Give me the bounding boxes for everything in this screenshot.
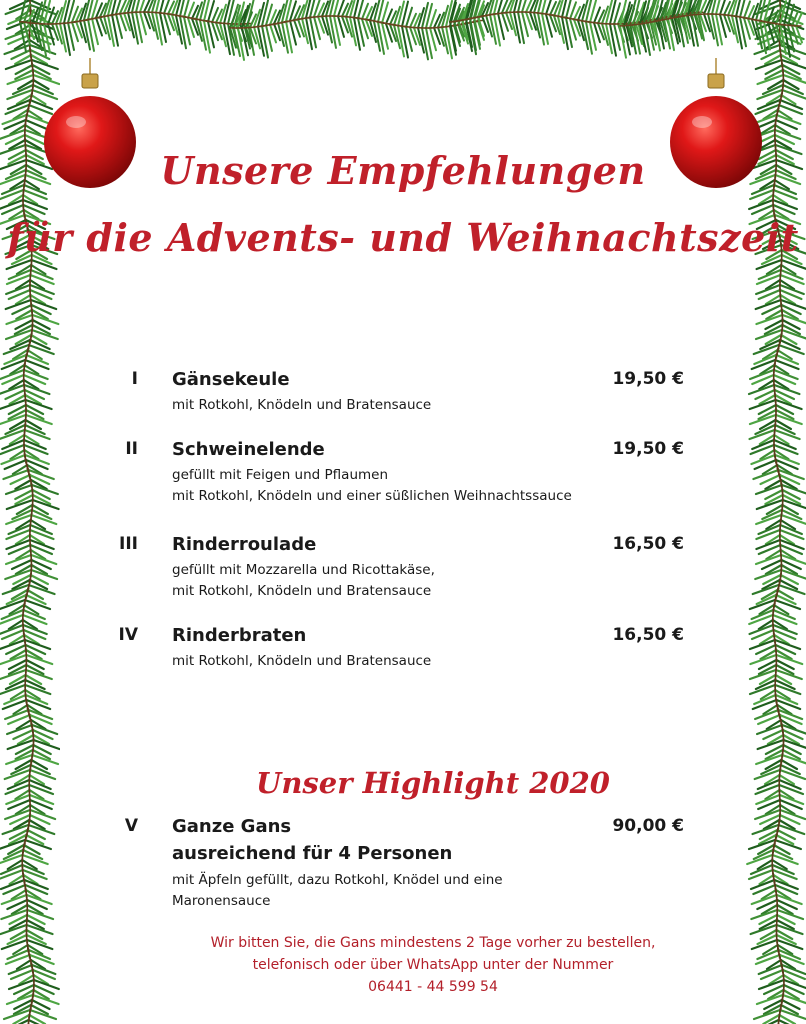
dish-price: 90,00 € (612, 816, 684, 836)
menu-title-line-2: für die Advents- und Weihnachtszeit (7, 215, 799, 260)
dish-description (172, 395, 431, 416)
dish-number: III (119, 534, 138, 554)
dish-number: V (124, 816, 138, 836)
dish-description (172, 870, 503, 912)
dish-description (172, 651, 431, 672)
order-note (0, 932, 806, 998)
dish-price: 19,50 € (612, 369, 684, 389)
order-note-line: telefonisch oder über WhatsApp unter der Nummer (252, 957, 614, 973)
dish-name: Rinderroulade (172, 534, 317, 555)
menu-title-line-1: Unsere Empfehlungen (160, 148, 646, 193)
dish-description (172, 560, 435, 602)
dish-description-line: mit Rotkohl, Knödeln und Bratensauce (172, 397, 432, 413)
dish-description-line: mit Rotkohl, Knödeln und Bratensauce (172, 583, 432, 599)
dish-number: I (131, 369, 138, 389)
dish-description-line: mit Äpfeln gefüllt, dazu Rotkohl, Knödel und eine (172, 872, 503, 888)
dish-number: II (125, 439, 138, 459)
highlight-heading: Unser Highlight 2020 (256, 766, 610, 801)
dish-description-line: mit Rotkohl, Knödeln und einer süßlichen Weihnachtssauce (172, 488, 572, 504)
phone-number: 06441 - 44 599 54 (368, 979, 498, 995)
dish-name: Gänsekeule (172, 369, 290, 390)
dish-name: Ganze Gans (172, 816, 292, 837)
dish-description-line: gefüllt mit Mozzarella und Ricottakäse, (172, 562, 435, 578)
dish-description (172, 465, 572, 507)
dish-price: 16,50 € (612, 625, 684, 645)
dish-description-line: Maronensauce (172, 893, 271, 909)
order-note-line: Wir bitten Sie, die Gans mindestens 2 Tage vorher zu bestellen, (210, 935, 656, 951)
dish-name: Schweinelende (172, 439, 325, 460)
dish-price: 19,50 € (612, 439, 684, 459)
dish-subtitle: ausreichend für 4 Personen (172, 843, 453, 864)
dish-number: IV (118, 625, 138, 645)
dish-description-line: mit Rotkohl, Knödeln und Bratensauce (172, 653, 432, 669)
dish-name: Rinderbraten (172, 625, 307, 646)
dish-description-line: gefüllt mit Feigen und Pflaumen (172, 467, 389, 483)
dish-price: 16,50 € (612, 534, 684, 554)
